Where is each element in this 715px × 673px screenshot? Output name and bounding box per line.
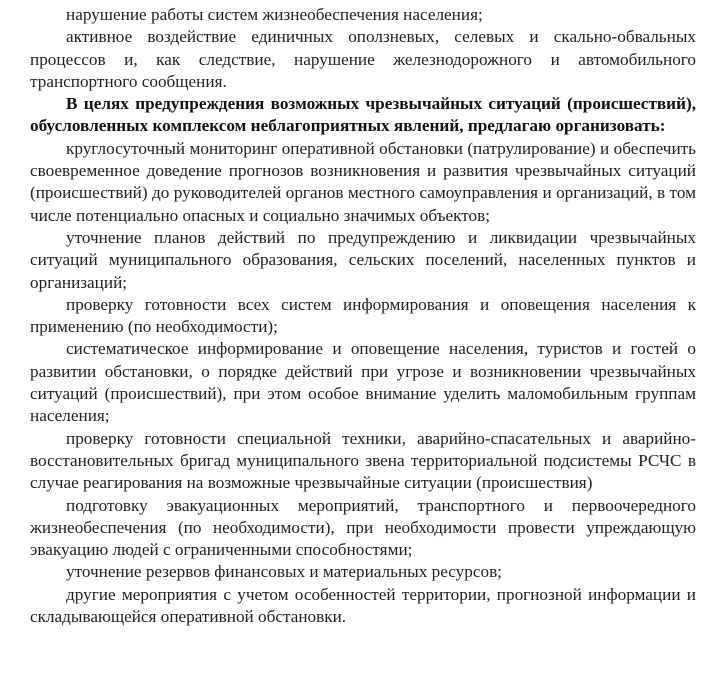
paragraph-proposal-heading: В целях предупреждения возможных чрезвычайных ситуаций (происшествий), обусловленных комплексом неблагоприятных явлений, предлагаю организовать:	[30, 94, 696, 136]
paragraph-other-measures: другие мероприятия с учетом особенностей территории, прогнозной информации и складывающейся оперативной обстановки.	[30, 584, 696, 627]
paragraph-equipment-readiness: проверку готовности специальной техники, аварийно-спасательных и аварийно-восстановительных бригад муниципального звена территориальной подсистемы РСЧС в случае реагирования на возможные чрезвычайные ситуации (происшествия)	[30, 428, 696, 493]
paragraph-reserves: уточнение резервов финансовых и материальных ресурсов;	[66, 562, 502, 582]
paragraph-landslide-processes: активное воздействие единичных оползневых, селевых и скально-обвальных процессов и, как следствие, нарушение железнодорожного и автомобильного транспортного сообщения.	[30, 27, 696, 91]
paragraph-life-support-disruption: нарушение работы систем жизнеобеспечения населения;	[66, 5, 483, 24]
paragraph-public-informing: систематическое информирование и оповещение населения, туристов и гостей о развитии обстановки, о порядке действий при угрозе и возникновении чрезвычайных ситуаций (происшествий), при этом особое внимание уделить маломобильным группам населения;	[30, 339, 696, 426]
paragraph-evacuation: подготовку эвакуационных мероприятий, транспортного и первоочередного жизнеобеспечения (по необходимости), при необходимости провести упреждающую эвакуацию людей с ограниченными способностями;	[30, 495, 696, 560]
paragraph-action-plans: уточнение планов действий по предупреждению и ликвидации чрезвычайных ситуаций муниципального образования, сельских поселений, населенных пунктов и организаций;	[30, 227, 696, 292]
document-page	[30, 4, 696, 628]
paragraph-warning-systems: проверку готовности всех систем информирования и оповещения населения к применению (по необходимости);	[30, 294, 696, 337]
paragraph-monitoring: круглосуточный мониторинг оперативной обстановки (патрулирование) и обеспечить своевременное доведение прогнозов возникновения и развития чрезвычайных ситуаций (происшествий) до руководителей органов местного самоуправления и организаций, в том числе потенциально опасных и социально значимых объектов;	[30, 138, 696, 225]
